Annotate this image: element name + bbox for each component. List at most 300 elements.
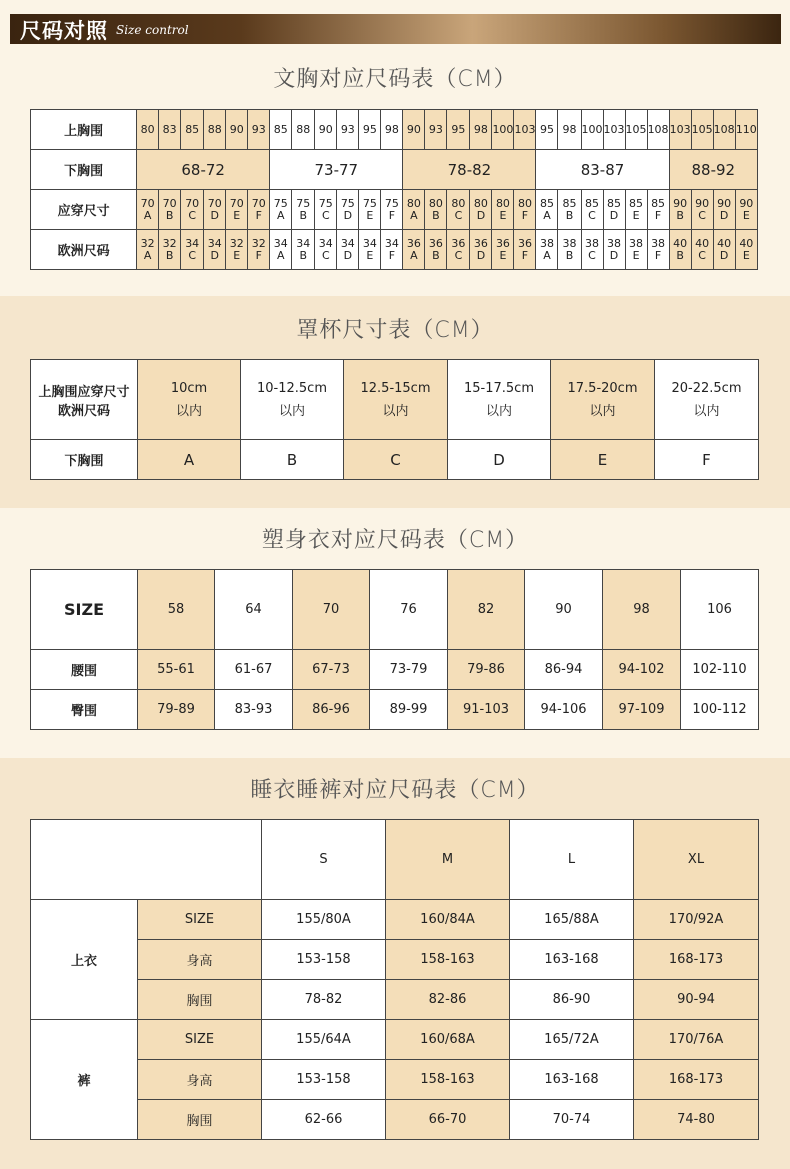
eu-size-cell-band: 36 bbox=[428, 236, 443, 250]
cup-row-label: 下胸围 bbox=[31, 440, 138, 480]
sleep-value-cell: 66-70 bbox=[386, 1100, 510, 1140]
upper-bust-cell: 83 bbox=[159, 110, 181, 150]
sleep-value-cell: 163-168 bbox=[510, 940, 634, 980]
size-cell-band: 75 bbox=[273, 196, 288, 210]
size-cell-cup: E bbox=[233, 208, 241, 222]
size-cell-cup: D bbox=[210, 208, 219, 222]
cup-range-cell bbox=[241, 360, 344, 440]
size-cell-cup: B bbox=[565, 208, 574, 222]
upper-bust-cell: 98 bbox=[381, 110, 403, 150]
eu-size-cell-band: 38 bbox=[585, 236, 600, 250]
eu-size-cell bbox=[669, 230, 691, 270]
sleepwear-size-table bbox=[30, 819, 759, 1140]
eu-size-cell-band: 34 bbox=[318, 236, 333, 250]
hip-cell: 79-89 bbox=[138, 690, 215, 730]
size-cell bbox=[248, 190, 270, 230]
eu-size-cell bbox=[226, 230, 248, 270]
upper-bust-cell: 103 bbox=[669, 110, 691, 150]
hip-cell: 97-109 bbox=[603, 690, 681, 730]
sleep-value-cell: 62-66 bbox=[262, 1100, 386, 1140]
size-cell-cup: F bbox=[521, 208, 529, 222]
eu-size-cell-band: 38 bbox=[562, 236, 577, 250]
eu-size-cell-band: 34 bbox=[384, 236, 399, 250]
size-cell-band: 70 bbox=[162, 196, 177, 210]
sleep-corner-cell bbox=[31, 820, 262, 900]
eu-size-cell-cup: E bbox=[742, 248, 750, 262]
size-cell-band: 75 bbox=[318, 196, 333, 210]
under-bust-cell: 83-87 bbox=[536, 150, 669, 190]
waist-cell: 94-102 bbox=[603, 650, 681, 690]
size-cell-cup: F bbox=[654, 208, 662, 222]
cup-range-cell bbox=[551, 360, 655, 440]
cup-range-suffix: 以内 bbox=[693, 403, 720, 419]
eu-size-cell bbox=[270, 230, 292, 270]
eu-size-cell-cup: E bbox=[366, 248, 374, 262]
eu-size-cell-band: 40 bbox=[739, 236, 754, 250]
shaper-row-label: SIZE bbox=[31, 570, 138, 650]
eu-size-cell bbox=[204, 230, 226, 270]
header-title: 尺码对照 bbox=[20, 18, 108, 43]
eu-size-cell-band: 36 bbox=[451, 236, 466, 250]
sleep-row-label: 身高 bbox=[138, 1060, 262, 1100]
cup-range-suffix: 以内 bbox=[485, 403, 512, 419]
size-cell-band: 70 bbox=[229, 196, 244, 210]
eu-size-cell bbox=[647, 230, 669, 270]
size-cell bbox=[691, 190, 713, 230]
upper-bust-cell: 90 bbox=[315, 110, 337, 150]
size-cell-band: 85 bbox=[585, 196, 600, 210]
shaper-size-cell: 76 bbox=[370, 570, 448, 650]
size-cell-band: 80 bbox=[473, 196, 488, 210]
eu-size-cell-band: 34 bbox=[340, 236, 355, 250]
upper-bust-cell: 108 bbox=[713, 110, 735, 150]
sleep-value-cell: 82-86 bbox=[386, 980, 510, 1020]
sleep-row-label: 胸围 bbox=[138, 980, 262, 1020]
sleep-value-cell: 90-94 bbox=[634, 980, 759, 1020]
sleep-value-cell: 165/88A bbox=[510, 900, 634, 940]
cup-range-suffix: 以内 bbox=[382, 403, 409, 419]
upper-bust-cell: 80 bbox=[137, 110, 159, 150]
sleep-value-cell: 170/92A bbox=[634, 900, 759, 940]
size-cell-band: 80 bbox=[495, 196, 510, 210]
sleep-group-label: 裤 bbox=[31, 1020, 138, 1140]
eu-size-cell-band: 36 bbox=[517, 236, 532, 250]
eu-size-cell-cup: F bbox=[255, 248, 262, 262]
size-cell bbox=[603, 190, 625, 230]
shaper-size-cell: 70 bbox=[293, 570, 370, 650]
cup-letter-cell: A bbox=[138, 440, 241, 480]
eu-size-cell-band: 34 bbox=[296, 236, 311, 250]
sleep-value-cell: 160/84A bbox=[386, 900, 510, 940]
bra-row-label: 应穿尺寸 bbox=[31, 190, 137, 230]
sleep-value-cell: 170/76A bbox=[634, 1020, 759, 1060]
cup-letter-cell: F bbox=[655, 440, 759, 480]
eu-size-cell bbox=[337, 230, 359, 270]
upper-bust-cell: 98 bbox=[558, 110, 581, 150]
eu-size-cell-band: 34 bbox=[185, 236, 200, 250]
cup-range-cell bbox=[448, 360, 551, 440]
size-cell-cup: C bbox=[188, 208, 197, 222]
eu-size-cell-cup: B bbox=[676, 248, 684, 262]
size-cell-cup: B bbox=[676, 208, 684, 222]
size-cell bbox=[713, 190, 735, 230]
upper-bust-cell: 98 bbox=[470, 110, 492, 150]
eu-size-cell-cup: C bbox=[188, 248, 197, 262]
hip-cell: 89-99 bbox=[370, 690, 448, 730]
bra-size-table bbox=[30, 109, 758, 270]
size-cell-cup: A bbox=[410, 208, 418, 222]
upper-bust-cell: 95 bbox=[447, 110, 470, 150]
size-cell-cup: A bbox=[543, 208, 551, 222]
cup-size-table bbox=[30, 359, 759, 480]
bra-table-title: 文胸对应尺码表（CM） bbox=[273, 67, 517, 92]
size-cell-band: 90 bbox=[717, 196, 732, 210]
shaper-size-cell: 90 bbox=[525, 570, 603, 650]
size-cell-cup: A bbox=[143, 208, 152, 222]
size-cell-cup: C bbox=[698, 208, 706, 222]
shaper-size-cell: 106 bbox=[681, 570, 759, 650]
size-cell-band: 80 bbox=[406, 196, 421, 210]
upper-bust-cell: 93 bbox=[425, 110, 447, 150]
eu-size-cell bbox=[292, 230, 315, 270]
size-cell-cup: C bbox=[454, 208, 463, 222]
under-bust-cell: 68-72 bbox=[137, 150, 270, 190]
eu-size-cell bbox=[248, 230, 270, 270]
upper-bust-cell: 93 bbox=[248, 110, 270, 150]
cup-range-cell bbox=[138, 360, 241, 440]
cup-range-value: 10-12.5cm bbox=[257, 380, 327, 396]
sleep-value-cell: 153-158 bbox=[262, 940, 386, 980]
size-cell bbox=[292, 190, 315, 230]
sleep-group-label: 上衣 bbox=[31, 900, 138, 1020]
upper-bust-cell: 88 bbox=[292, 110, 315, 150]
sleep-size-header: M bbox=[386, 820, 510, 900]
size-cell-cup: F bbox=[255, 208, 262, 222]
size-cell-cup: D bbox=[343, 208, 353, 222]
shaper-row-label: 臀围 bbox=[31, 690, 138, 730]
eu-size-cell-cup: D bbox=[210, 248, 219, 262]
waist-cell: 102-110 bbox=[681, 650, 759, 690]
hip-cell: 94-106 bbox=[525, 690, 603, 730]
size-cell-cup: B bbox=[299, 208, 308, 222]
size-cell-band: 70 bbox=[140, 196, 155, 210]
eu-size-cell-band: 38 bbox=[629, 236, 644, 250]
cup-letter-cell: D bbox=[448, 440, 551, 480]
eu-size-cell-cup: E bbox=[233, 248, 241, 262]
eu-size-cell-cup: C bbox=[454, 248, 463, 262]
size-cell bbox=[470, 190, 492, 230]
eu-size-cell bbox=[536, 230, 558, 270]
shaper-size-cell: 58 bbox=[138, 570, 215, 650]
size-cell bbox=[425, 190, 447, 230]
eu-size-cell-cup: A bbox=[543, 248, 551, 262]
waist-cell: 61-67 bbox=[215, 650, 293, 690]
eu-size-cell-cup: D bbox=[476, 248, 486, 262]
eu-size-cell bbox=[425, 230, 447, 270]
header-bar bbox=[10, 14, 781, 44]
size-cell bbox=[159, 190, 181, 230]
shaper-row-label: 腰围 bbox=[31, 650, 138, 690]
upper-bust-cell: 100 bbox=[492, 110, 514, 150]
under-bust-cell: 73-77 bbox=[270, 150, 403, 190]
cup-range-value: 12.5-15cm bbox=[360, 380, 431, 396]
eu-size-cell-cup: D bbox=[609, 248, 619, 262]
size-cell-cup: B bbox=[432, 208, 440, 222]
cup-range-suffix: 以内 bbox=[175, 403, 202, 419]
eu-size-cell bbox=[159, 230, 181, 270]
sleep-value-cell: 155/64A bbox=[262, 1020, 386, 1060]
size-cell-cup: B bbox=[165, 208, 174, 222]
sleep-size-header: L bbox=[510, 820, 634, 900]
eu-size-cell-cup: A bbox=[143, 248, 152, 262]
size-cell-cup: D bbox=[476, 208, 486, 222]
eu-size-cell-cup: F bbox=[388, 248, 396, 262]
size-cell bbox=[204, 190, 226, 230]
waist-cell: 67-73 bbox=[293, 650, 370, 690]
upper-bust-cell: 85 bbox=[270, 110, 292, 150]
size-cell-band: 70 bbox=[185, 196, 200, 210]
sleep-table-title: 睡衣睡裤对应尺码表（CM） bbox=[250, 778, 540, 803]
cup-range-value: 17.5-20cm bbox=[567, 380, 638, 396]
eu-size-cell bbox=[137, 230, 159, 270]
under-bust-cell: 88-92 bbox=[669, 150, 757, 190]
size-cell-band: 90 bbox=[673, 196, 688, 210]
sleep-value-cell: 158-163 bbox=[386, 940, 510, 980]
cup-range-value: 20-22.5cm bbox=[671, 380, 742, 396]
upper-bust-cell: 85 bbox=[181, 110, 204, 150]
size-cell-cup: A bbox=[276, 208, 285, 222]
upper-bust-cell: 105 bbox=[625, 110, 647, 150]
cup-label-eu: 欧洲尺码 bbox=[57, 403, 110, 419]
size-cell-cup: D bbox=[609, 208, 619, 222]
size-cell-band: 90 bbox=[739, 196, 754, 210]
sleep-value-cell: 74-80 bbox=[634, 1100, 759, 1140]
cup-letter-cell: E bbox=[551, 440, 655, 480]
eu-size-cell bbox=[625, 230, 647, 270]
shaper-table-title: 塑身衣对应尺码表（CM） bbox=[261, 528, 529, 553]
bra-row-label: 下胸围 bbox=[31, 150, 137, 190]
eu-size-cell-band: 32 bbox=[229, 236, 244, 250]
waist-cell: 86-94 bbox=[525, 650, 603, 690]
size-cell bbox=[558, 190, 581, 230]
eu-size-cell-cup: F bbox=[521, 248, 529, 262]
cup-range-value: 15-17.5cm bbox=[464, 380, 534, 396]
cup-range-suffix: 以内 bbox=[278, 403, 305, 419]
eu-size-cell bbox=[514, 230, 536, 270]
eu-size-cell-band: 36 bbox=[406, 236, 421, 250]
eu-size-cell-band: 40 bbox=[717, 236, 732, 250]
size-cell bbox=[625, 190, 647, 230]
sleep-value-cell: 78-82 bbox=[262, 980, 386, 1020]
size-cell-band: 80 bbox=[517, 196, 532, 210]
eu-size-cell-band: 38 bbox=[651, 236, 666, 250]
eu-size-cell-band: 38 bbox=[607, 236, 622, 250]
sleep-value-cell: 70-74 bbox=[510, 1100, 634, 1140]
size-cell bbox=[226, 190, 248, 230]
hip-cell: 91-103 bbox=[448, 690, 525, 730]
eu-size-cell-cup: B bbox=[165, 248, 174, 262]
size-cell bbox=[447, 190, 470, 230]
eu-size-cell-cup: D bbox=[343, 248, 353, 262]
eu-size-cell bbox=[581, 230, 603, 270]
size-cell bbox=[536, 190, 558, 230]
sleep-size-header: XL bbox=[634, 820, 759, 900]
sleep-value-cell: 160/68A bbox=[386, 1020, 510, 1060]
eu-size-cell bbox=[735, 230, 757, 270]
sleep-row-label: SIZE bbox=[138, 900, 262, 940]
size-cell-band: 85 bbox=[629, 196, 644, 210]
eu-size-cell bbox=[381, 230, 403, 270]
eu-size-cell-cup: B bbox=[565, 248, 574, 262]
eu-size-cell-band: 32 bbox=[162, 236, 177, 250]
eu-size-cell-band: 36 bbox=[473, 236, 488, 250]
size-cell-band: 85 bbox=[562, 196, 577, 210]
cup-range-value: 10cm bbox=[170, 380, 208, 396]
sleep-size-header: S bbox=[262, 820, 386, 900]
eu-size-cell bbox=[691, 230, 713, 270]
size-cell-cup: E bbox=[366, 208, 374, 222]
upper-bust-cell: 95 bbox=[359, 110, 381, 150]
waist-cell: 73-79 bbox=[370, 650, 448, 690]
size-cell bbox=[669, 190, 691, 230]
eu-size-cell bbox=[315, 230, 337, 270]
eu-size-cell-band: 34 bbox=[273, 236, 288, 250]
upper-bust-cell: 103 bbox=[603, 110, 625, 150]
waist-cell: 55-61 bbox=[138, 650, 215, 690]
size-cell-band: 90 bbox=[695, 196, 710, 210]
size-cell-cup: E bbox=[499, 208, 507, 222]
size-cell bbox=[381, 190, 403, 230]
upper-bust-cell: 100 bbox=[581, 110, 603, 150]
size-cell bbox=[492, 190, 514, 230]
size-cell-band: 70 bbox=[207, 196, 222, 210]
size-cell bbox=[514, 190, 536, 230]
eu-size-cell-band: 40 bbox=[695, 236, 710, 250]
bra-row-label: 欧洲尺码 bbox=[31, 230, 137, 270]
eu-size-cell bbox=[558, 230, 581, 270]
sleep-value-cell: 158-163 bbox=[386, 1060, 510, 1100]
size-cell-band: 80 bbox=[428, 196, 443, 210]
size-cell-band: 75 bbox=[340, 196, 355, 210]
hip-cell: 100-112 bbox=[681, 690, 759, 730]
shaper-size-cell: 82 bbox=[448, 570, 525, 650]
upper-bust-cell: 90 bbox=[226, 110, 248, 150]
size-cell-band: 85 bbox=[607, 196, 622, 210]
upper-bust-cell: 88 bbox=[204, 110, 226, 150]
size-cell-band: 75 bbox=[296, 196, 311, 210]
size-cell bbox=[647, 190, 669, 230]
eu-size-cell-cup: C bbox=[588, 248, 596, 262]
eu-size-cell-cup: B bbox=[299, 248, 308, 262]
eu-size-cell-band: 40 bbox=[673, 236, 688, 250]
eu-size-cell-band: 34 bbox=[362, 236, 377, 250]
eu-size-cell bbox=[492, 230, 514, 270]
eu-size-cell bbox=[181, 230, 204, 270]
shaper-size-cell: 98 bbox=[603, 570, 681, 650]
eu-size-cell bbox=[359, 230, 381, 270]
size-cell-cup: E bbox=[632, 208, 640, 222]
sleep-value-cell: 168-173 bbox=[634, 940, 759, 980]
eu-size-cell-band: 32 bbox=[140, 236, 155, 250]
eu-size-cell-cup: D bbox=[719, 248, 729, 262]
size-cell-cup: F bbox=[388, 208, 396, 222]
size-cell bbox=[137, 190, 159, 230]
sleep-value-cell: 168-173 bbox=[634, 1060, 759, 1100]
eu-size-cell-band: 32 bbox=[251, 236, 266, 250]
size-cell bbox=[270, 190, 292, 230]
cup-label-upper: 上胸围应穿尺寸 bbox=[38, 384, 130, 400]
eu-size-cell bbox=[713, 230, 735, 270]
cup-table-title: 罩杯尺寸表（CM） bbox=[296, 318, 494, 343]
eu-size-cell-cup: C bbox=[698, 248, 706, 262]
sleep-row-label: 胸围 bbox=[138, 1100, 262, 1140]
upper-bust-cell: 108 bbox=[647, 110, 669, 150]
eu-size-cell bbox=[447, 230, 470, 270]
under-bust-cell: 78-82 bbox=[403, 150, 536, 190]
eu-size-cell-cup: E bbox=[632, 248, 640, 262]
eu-size-cell bbox=[603, 230, 625, 270]
sleep-value-cell: 153-158 bbox=[262, 1060, 386, 1100]
upper-bust-cell: 110 bbox=[735, 110, 757, 150]
upper-bust-cell: 90 bbox=[403, 110, 425, 150]
size-cell-band: 85 bbox=[651, 196, 666, 210]
size-cell bbox=[337, 190, 359, 230]
waist-cell: 79-86 bbox=[448, 650, 525, 690]
cup-letter-cell: B bbox=[241, 440, 344, 480]
size-cell bbox=[403, 190, 425, 230]
size-cell-band: 70 bbox=[251, 196, 266, 210]
eu-size-cell-band: 34 bbox=[207, 236, 222, 250]
shaper-size-cell: 64 bbox=[215, 570, 293, 650]
size-cell-band: 75 bbox=[384, 196, 399, 210]
size-cell bbox=[315, 190, 337, 230]
eu-size-cell-band: 38 bbox=[539, 236, 554, 250]
eu-size-cell-cup: A bbox=[276, 248, 285, 262]
cup-range-cell bbox=[344, 360, 448, 440]
eu-size-cell-cup: A bbox=[410, 248, 418, 262]
size-cell bbox=[735, 190, 757, 230]
size-cell-cup: C bbox=[588, 208, 596, 222]
sleep-value-cell: 155/80A bbox=[262, 900, 386, 940]
eu-size-cell bbox=[470, 230, 492, 270]
eu-size-cell-cup: F bbox=[654, 248, 662, 262]
sleep-row-label: 身高 bbox=[138, 940, 262, 980]
upper-bust-cell: 105 bbox=[691, 110, 713, 150]
bra-row-label: 上胸围 bbox=[31, 110, 137, 150]
size-cell bbox=[359, 190, 381, 230]
size-cell-cup: C bbox=[321, 208, 330, 222]
size-cell-band: 80 bbox=[451, 196, 466, 210]
eu-size-cell-cup: C bbox=[321, 248, 330, 262]
sleep-value-cell: 163-168 bbox=[510, 1060, 634, 1100]
cup-letter-cell: C bbox=[344, 440, 448, 480]
size-cell bbox=[581, 190, 603, 230]
upper-bust-cell: 95 bbox=[536, 110, 558, 150]
eu-size-cell-cup: B bbox=[432, 248, 440, 262]
eu-size-cell bbox=[403, 230, 425, 270]
size-cell-band: 85 bbox=[539, 196, 554, 210]
cup-range-cell bbox=[655, 360, 759, 440]
size-cell-cup: D bbox=[719, 208, 729, 222]
sleep-row-label: SIZE bbox=[138, 1020, 262, 1060]
upper-bust-cell: 93 bbox=[337, 110, 359, 150]
size-cell-cup: E bbox=[742, 208, 750, 222]
upper-bust-cell: 103 bbox=[514, 110, 536, 150]
shaper-size-table bbox=[30, 569, 759, 730]
cup-range-suffix: 以内 bbox=[589, 403, 616, 419]
sleep-value-cell: 86-90 bbox=[510, 980, 634, 1020]
size-cell-band: 75 bbox=[362, 196, 377, 210]
